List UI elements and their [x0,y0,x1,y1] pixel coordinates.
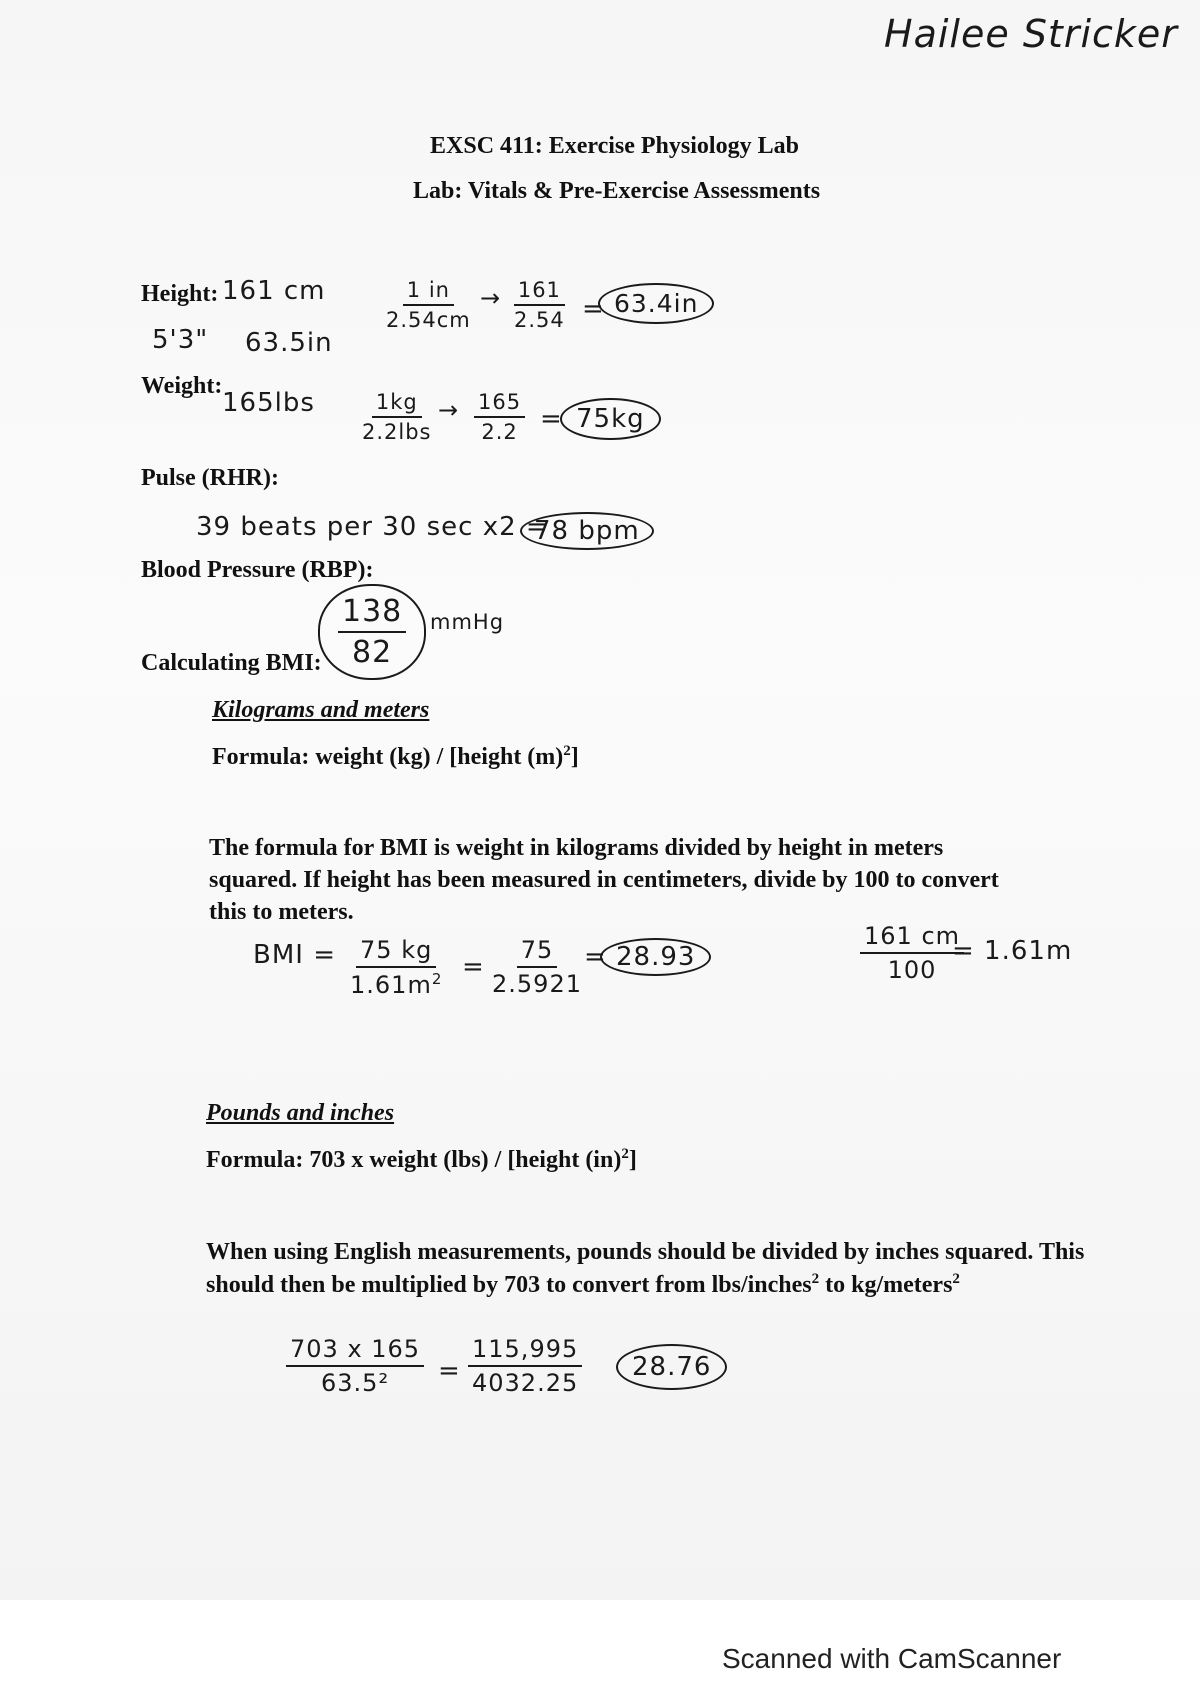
pulse-work: 39 beats per 30 sec x2 = [196,512,549,542]
fraction-numerator: 1kg [372,390,422,418]
fraction-numerator: 115,995 [468,1335,582,1367]
fraction-denominator: 100 [887,956,937,984]
bmi-imperial-step [468,1335,582,1397]
height-feet-inches: 5'3" [152,325,209,355]
fraction-denominator: 2.54 [514,308,565,332]
fraction-denominator: 4032.25 [472,1369,579,1397]
blood-pressure-fraction [338,594,406,670]
scanner-watermark: Scanned with CamScanner [722,1643,1062,1674]
height-inches: 63.5in [245,328,333,358]
fraction-denominator [346,968,446,999]
bmi-imperial-fraction [286,1335,424,1397]
systolic-value: 138 [338,594,406,633]
equals-sign: = [540,404,563,434]
description-exponent: 2 [811,1271,820,1287]
fraction-denominator: 2.2lbs [362,420,432,444]
fraction-numerator: 165 [474,390,525,418]
fraction-numerator: 75 [517,936,558,968]
height-calculation [510,278,569,332]
formula-text: Formula: weight (kg) / [height (m) [212,744,564,770]
height-meters: 1.61m [350,971,432,999]
imperial-description-line2 [206,1271,960,1299]
description-text: should then be multiplied by 703 to convert from lbs/inches [206,1272,812,1298]
height-to-meters-result: = 1.61m [952,936,1073,966]
fraction-numerator: 703 x 165 [286,1335,424,1367]
metric-heading: Kilograms and meters [212,697,430,723]
fraction-numerator: 161 cm [860,922,964,954]
height-to-meters-fraction [860,922,964,984]
arrow-icon: → [480,284,501,312]
fraction-denominator: 2.5921 [492,970,582,998]
fraction-numerator: 161 [514,278,565,306]
pulse-result: 78 bpm [520,512,654,550]
weight-value: 165lbs [222,388,315,418]
equals-sign: = [438,1356,461,1386]
bmi-label: Calculating BMI: [141,650,322,676]
equals-sign: = [462,952,485,982]
height-value: 161 cm [222,276,326,306]
weight-result: 75kg [560,398,661,440]
description-text: to kg/meters [819,1272,953,1298]
formula-close: ] [628,1147,637,1173]
blood-pressure-reading [318,584,426,680]
blood-pressure-unit: mmHg [430,610,505,634]
fraction-numerator: 75 kg [356,936,436,968]
weight-conversion-factor [358,390,436,444]
height-conversion-factor [382,278,475,332]
imperial-heading: Pounds and inches [206,1100,395,1126]
student-signature: Hailee Stricker [884,12,1178,56]
fraction-numerator: 1 in [403,278,454,306]
fraction-denominator: 63.5² [321,1369,390,1397]
formula-exponent: 2 [563,743,571,759]
weight-calculation [474,390,525,444]
weight-label: Weight: [141,373,223,399]
fraction-denominator: 2.54cm [386,308,471,332]
bmi-metric-label: BMI = [253,940,336,970]
height-result: 63.4in [598,283,714,324]
bmi-imperial-result: 28.76 [616,1344,727,1390]
formula-close: ] [570,744,579,770]
formula-exponent: 2 [621,1146,629,1162]
height-label: Height: [141,281,219,307]
course-title: EXSC 411: Exercise Physiology Lab [430,133,799,159]
imperial-description-line1: When using English measurements, pounds should be divided by inches squared. This [206,1239,1085,1265]
equals-sign: = [582,294,605,324]
bmi-metric-fraction [346,936,446,999]
fraction-denominator: 2.2 [481,420,518,444]
equals-sign: = [584,942,607,972]
diastolic-value: 82 [352,635,393,670]
blood-pressure-label: Blood Pressure (RBP): [141,557,374,583]
formula-text: Formula: 703 x weight (lbs) / [height (in) [206,1147,622,1173]
lab-title: Lab: Vitals & Pre-Exercise Assessments [413,178,821,204]
bmi-metric-step [488,936,586,998]
height-exponent: 2 [431,970,443,988]
pulse-label: Pulse (RHR): [141,465,279,491]
metric-formula [212,743,579,771]
bmi-metric-result: 28.93 [600,938,711,976]
metric-description: The formula for BMI is weight in kilograms divided by height in meters squared. If height has been measured in centimeters, divide by 100 to convert this to meters. [209,835,999,925]
imperial-formula [206,1146,637,1174]
description-exponent: 2 [952,1271,960,1287]
arrow-icon: → [438,396,459,424]
